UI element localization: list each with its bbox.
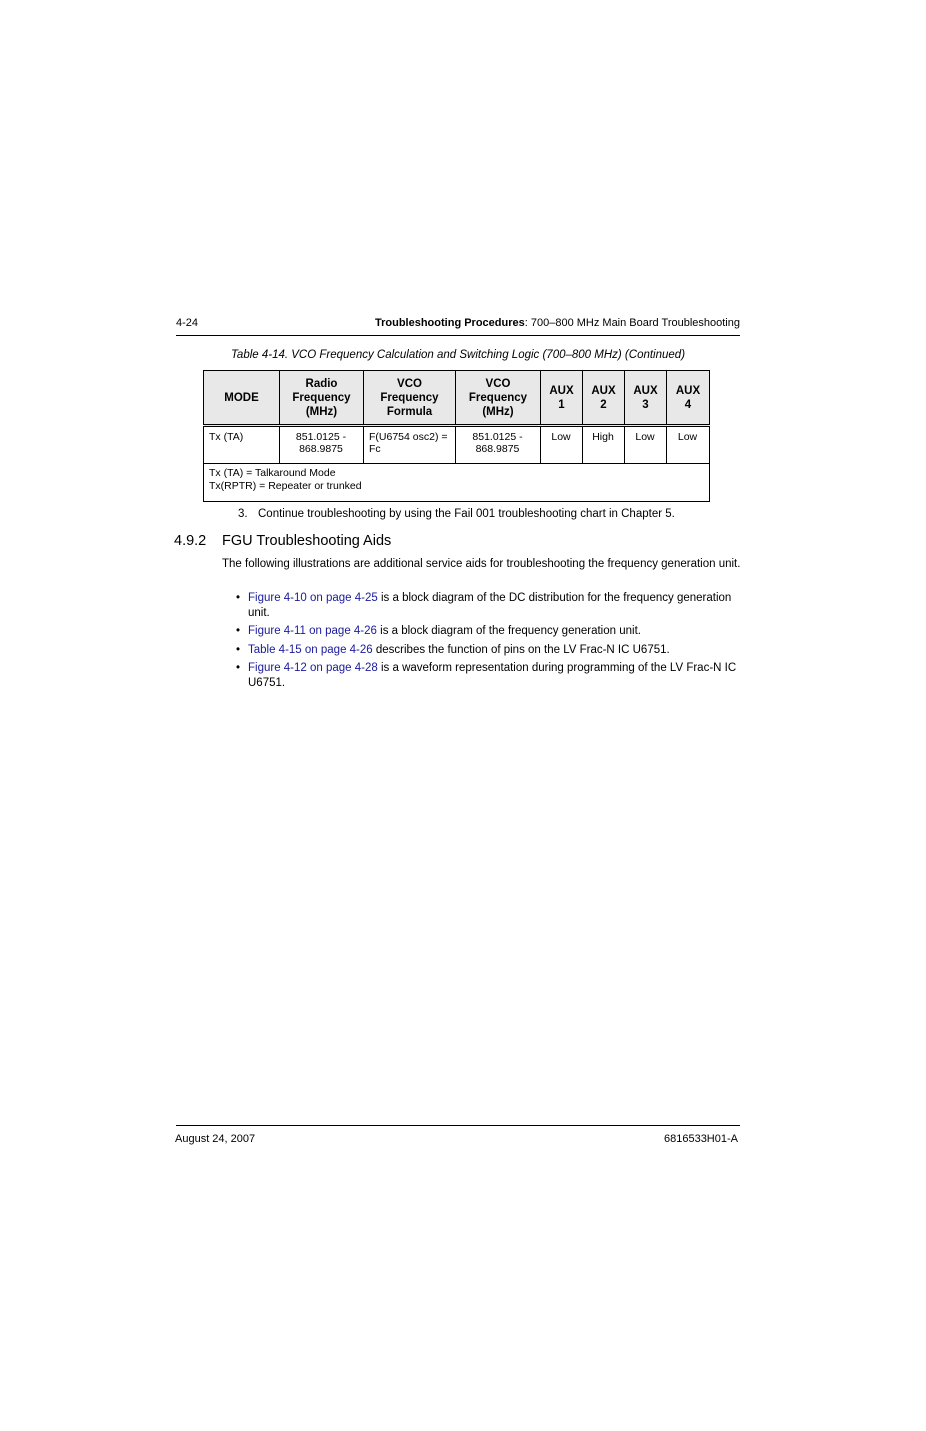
cell-mode: Tx (TA)	[204, 426, 280, 464]
link-figure-4-11[interactable]: Figure 4-11 on page 4-26	[248, 625, 377, 637]
col-header-vco-formula: VCO Frequency Formula	[364, 371, 456, 426]
bullet-icon: •	[236, 643, 241, 656]
col-header-aux2: AUX 2	[583, 371, 625, 426]
vco-table	[203, 370, 710, 502]
bullet-icon: •	[236, 662, 241, 674]
note-repeater: Tx(RPTR) = Repeater or trunked	[209, 480, 362, 492]
table-header-row	[204, 371, 710, 426]
footer-date: August 24, 2007	[175, 1133, 256, 1145]
link-table-4-15[interactable]: Table 4-15 on page 4-26	[248, 643, 373, 656]
link-figure-4-12[interactable]: Figure 4-12 on page 4-28	[248, 662, 378, 674]
step-3	[238, 508, 675, 520]
cell-aux3: Low	[625, 426, 667, 464]
bullet-icon: •	[236, 592, 241, 604]
header-rule	[176, 335, 740, 336]
list-item: • Figure 4-10 on page 4-25 is a block diagram of the DC distribution for the frequency generation unit.	[236, 592, 732, 619]
table-row	[204, 426, 710, 464]
col-header-vco-frequency: VCO Frequency (MHz)	[456, 371, 541, 426]
col-header-aux3: AUX 3	[625, 371, 667, 426]
cell-vco-formula: F(U6754 osc2) = Fc	[364, 426, 456, 464]
footer-doc-number: 6816533H01-A	[663, 1133, 738, 1145]
cell-aux1: Low	[541, 426, 583, 464]
table-caption: Table 4-14. VCO Frequency Calculation and Switching Logic (700–800 MHz) (Continued)	[230, 349, 686, 361]
note-talkaround: Tx (TA) = Talkaround Mode	[209, 467, 336, 479]
cell-radio-frequency: 851.0125 - 868.9875	[280, 426, 364, 464]
section-title: FGU Troubleshooting Aids	[222, 533, 392, 549]
list-item: • Figure 4-12 on page 4-28 is a waveform representation during programming of the LV Frac-N IC U6751.	[236, 662, 737, 689]
step-text: Continue troubleshooting by using the Fail 001 troubleshooting chart in Chapter 5.	[258, 508, 675, 520]
cell-aux4: Low	[667, 426, 710, 464]
section-intro: The following illustrations are additional service aids for troubleshooting the frequency generation unit.	[222, 558, 741, 570]
running-head	[375, 317, 740, 329]
list-item: • Figure 4-11 on page 4-26 is a block diagram of the frequency generation unit.	[236, 625, 641, 637]
cell-aux2: High	[583, 426, 625, 464]
table-notes	[204, 464, 710, 502]
aids-list	[236, 591, 744, 694]
footer-rule	[176, 1125, 740, 1126]
step-number: 3.	[238, 508, 248, 520]
running-head-chapter: Troubleshooting Procedures	[375, 317, 525, 329]
running-head-section: : 700–800 MHz Main Board Troubleshooting	[524, 317, 740, 329]
col-header-mode: MODE	[204, 371, 280, 426]
col-header-aux4: AUX 4	[667, 371, 710, 426]
page-number: 4-24	[176, 317, 199, 329]
section-number: 4.9.2	[174, 533, 207, 549]
cell-vco-frequency: 851.0125 - 868.9875	[456, 426, 541, 464]
col-header-aux1: AUX 1	[541, 371, 583, 426]
list-item: • Table 4-15 on page 4-26 describes the function of pins on the LV Frac-N IC U6751.	[236, 643, 670, 656]
table-notes-row	[204, 464, 710, 502]
link-figure-4-10[interactable]: Figure 4-10 on page 4-25	[248, 592, 378, 604]
bullet-icon: •	[236, 625, 241, 637]
col-header-radio-frequency: Radio Frequency (MHz)	[280, 371, 364, 426]
